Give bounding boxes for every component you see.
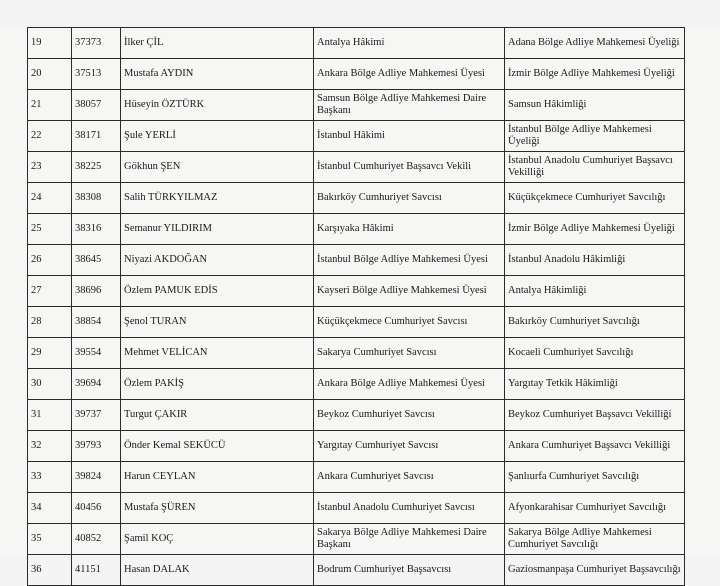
new-position-cell: İzmir Bölge Adliye Mahkemesi Üyeliği <box>505 59 685 90</box>
current-position-cell: Ankara Cumhuriyet Savcısı <box>314 462 505 493</box>
person-name-cell: Özlem PAKİŞ <box>121 369 314 400</box>
registry-number-cell: 40456 <box>72 493 121 524</box>
table-row <box>28 555 685 586</box>
new-position-cell: Şanlıurfa Cumhuriyet Savcılığı <box>505 462 685 493</box>
person-name-cell: Mustafa ŞÜREN <box>121 493 314 524</box>
registry-number-cell: 39694 <box>72 369 121 400</box>
current-position-cell: Ankara Bölge Adliye Mahkemesi Üyesi <box>314 59 505 90</box>
current-position-cell: Bakırköy Cumhuriyet Savcısı <box>314 183 505 214</box>
person-name-cell: Mustafa AYDIN <box>121 59 314 90</box>
person-name-cell: Mehmet VELİCAN <box>121 338 314 369</box>
registry-number-cell: 38225 <box>72 152 121 183</box>
table-row <box>28 28 685 59</box>
current-position-cell: Kayseri Bölge Adliye Mahkemesi Üyesi <box>314 276 505 307</box>
new-position-cell: Ankara Cumhuriyet Başsavcı Vekilliği <box>505 431 685 462</box>
current-position-cell: Karşıyaka Hâkimi <box>314 214 505 245</box>
row-number-cell: 28 <box>28 307 72 338</box>
person-name-cell: Hasan DALAK <box>121 555 314 586</box>
current-position-cell: İstanbul Bölge Adliye Mahkemesi Üyesi <box>314 245 505 276</box>
row-number-cell: 19 <box>28 28 72 59</box>
new-position-cell: Adana Bölge Adliye Mahkemesi Üyeliği <box>505 28 685 59</box>
current-position-cell: Beykoz Cumhuriyet Savcısı <box>314 400 505 431</box>
row-number-cell: 26 <box>28 245 72 276</box>
new-position-cell: İstanbul Anadolu Hâkimliği <box>505 245 685 276</box>
current-position-cell: Samsun Bölge Adliye Mahkemesi Daire Başkanı <box>314 90 505 121</box>
registry-number-cell: 39737 <box>72 400 121 431</box>
new-position-cell: Samsun Hâkimliği <box>505 90 685 121</box>
row-number-cell: 25 <box>28 214 72 245</box>
table-row <box>28 276 685 307</box>
table-row <box>28 59 685 90</box>
table-row <box>28 152 685 183</box>
table-row <box>28 214 685 245</box>
table-row <box>28 524 685 555</box>
table-row <box>28 400 685 431</box>
person-name-cell: Harun CEYLAN <box>121 462 314 493</box>
page-top-margin <box>0 0 720 27</box>
current-position-cell: İstanbul Anadolu Cumhuriyet Savcısı <box>314 493 505 524</box>
new-position-cell: Kocaeli Cumhuriyet Savcılığı <box>505 338 685 369</box>
person-name-cell: Önder Kemal SEKÜCÜ <box>121 431 314 462</box>
registry-number-cell: 39793 <box>72 431 121 462</box>
new-position-cell: Sakarya Bölge Adliye Mahkemesi Cumhuriyet Savcılığı <box>505 524 685 555</box>
person-name-cell: Turgut ÇAKIR <box>121 400 314 431</box>
new-position-cell: Bakırköy Cumhuriyet Savcılığı <box>505 307 685 338</box>
row-number-cell: 35 <box>28 524 72 555</box>
table-row <box>28 338 685 369</box>
registry-number-cell: 38645 <box>72 245 121 276</box>
new-position-cell: İstanbul Bölge Adliye Mahkemesi Üyeliği <box>505 121 685 152</box>
new-position-cell: Yargıtay Tetkik Hâkimliği <box>505 369 685 400</box>
table-row <box>28 183 685 214</box>
row-number-cell: 34 <box>28 493 72 524</box>
current-position-cell: İstanbul Cumhuriyet Başsavcı Vekili <box>314 152 505 183</box>
table-row <box>28 369 685 400</box>
current-position-cell: Ankara Bölge Adliye Mahkemesi Üyesi <box>314 369 505 400</box>
new-position-cell: İstanbul Anadolu Cumhuriyet Başsavcı Vekilliği <box>505 152 685 183</box>
table-row <box>28 431 685 462</box>
person-name-cell: Semanur YILDIRIM <box>121 214 314 245</box>
person-name-cell: Hüseyin ÖZTÜRK <box>121 90 314 121</box>
registry-number-cell: 38854 <box>72 307 121 338</box>
person-name-cell: Gökhun ŞEN <box>121 152 314 183</box>
person-name-cell: İlker ÇİL <box>121 28 314 59</box>
current-position-cell: Antalya Hâkimi <box>314 28 505 59</box>
new-position-cell: Beykoz Cumhuriyet Başsavcı Vekilliği <box>505 400 685 431</box>
registry-number-cell: 37513 <box>72 59 121 90</box>
registry-number-cell: 39554 <box>72 338 121 369</box>
registry-number-cell: 38057 <box>72 90 121 121</box>
appointments-table <box>27 27 685 586</box>
row-number-cell: 21 <box>28 90 72 121</box>
row-number-cell: 31 <box>28 400 72 431</box>
new-position-cell: İzmir Bölge Adliye Mahkemesi Üyeliği <box>505 214 685 245</box>
person-name-cell: Şule YERLİ <box>121 121 314 152</box>
row-number-cell: 24 <box>28 183 72 214</box>
row-number-cell: 27 <box>28 276 72 307</box>
current-position-cell: Küçükçekmece Cumhuriyet Savcısı <box>314 307 505 338</box>
registry-number-cell: 39824 <box>72 462 121 493</box>
new-position-cell: Küçükçekmece Cumhuriyet Savcılığı <box>505 183 685 214</box>
registry-number-cell: 41151 <box>72 555 121 586</box>
table-row <box>28 493 685 524</box>
registry-number-cell: 38308 <box>72 183 121 214</box>
row-number-cell: 22 <box>28 121 72 152</box>
row-number-cell: 20 <box>28 59 72 90</box>
current-position-cell: Sakarya Bölge Adliye Mahkemesi Daire Başkanı <box>314 524 505 555</box>
person-name-cell: Özlem PAMUK EDİS <box>121 276 314 307</box>
row-number-cell: 33 <box>28 462 72 493</box>
row-number-cell: 32 <box>28 431 72 462</box>
registry-number-cell: 40852 <box>72 524 121 555</box>
row-number-cell: 29 <box>28 338 72 369</box>
person-name-cell: Salih TÜRKYILMAZ <box>121 183 314 214</box>
new-position-cell: Afyonkarahisar Cumhuriyet Savcılığı <box>505 493 685 524</box>
current-position-cell: İstanbul Hâkimi <box>314 121 505 152</box>
person-name-cell: Niyazi AKDOĞAN <box>121 245 314 276</box>
table-row <box>28 245 685 276</box>
row-number-cell: 23 <box>28 152 72 183</box>
new-position-cell: Gaziosmanpaşa Cumhuriyet Başsavcılığı <box>505 555 685 586</box>
new-position-cell: Antalya Hâkimliği <box>505 276 685 307</box>
table-row <box>28 90 685 121</box>
registry-number-cell: 38171 <box>72 121 121 152</box>
person-name-cell: Şenol TURAN <box>121 307 314 338</box>
table-row <box>28 462 685 493</box>
table-row <box>28 307 685 338</box>
current-position-cell: Bodrum Cumhuriyet Başsavcısı <box>314 555 505 586</box>
table-row <box>28 121 685 152</box>
row-number-cell: 36 <box>28 555 72 586</box>
registry-number-cell: 37373 <box>72 28 121 59</box>
table-body <box>28 28 685 586</box>
registry-number-cell: 38316 <box>72 214 121 245</box>
person-name-cell: Şamil KOÇ <box>121 524 314 555</box>
registry-number-cell: 38696 <box>72 276 121 307</box>
current-position-cell: Sakarya Cumhuriyet Savcısı <box>314 338 505 369</box>
row-number-cell: 30 <box>28 369 72 400</box>
current-position-cell: Yargıtay Cumhuriyet Savcısı <box>314 431 505 462</box>
